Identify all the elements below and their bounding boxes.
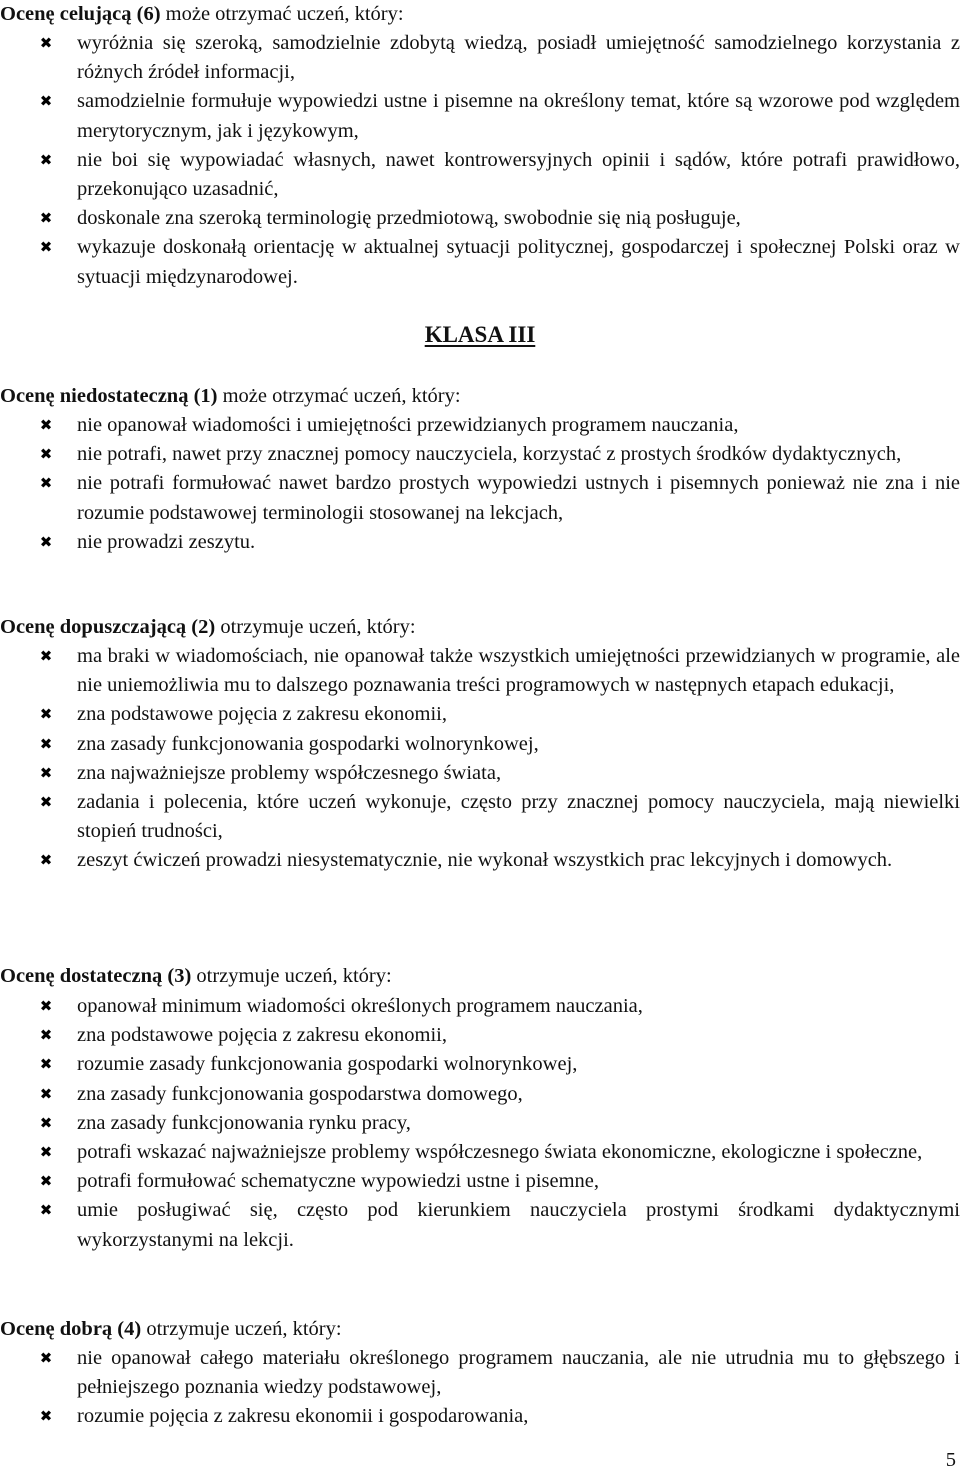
x-mark-icon: ✖ — [39, 1407, 53, 1426]
x-mark-icon: ✖ — [39, 792, 53, 811]
list-item: ✖ nie potrafi, nawet przy znacznej pomocy nauczyciela, korzystać z prostych środków dydaktycznych, — [0, 440, 960, 469]
list-item: ✖ wyróżnia się szeroką, samodzielnie zdobytą wiedzą, posiadł umiejętność samodzielnego korzystania z różnych źródeł informacji, — [0, 29, 960, 87]
grade-name: Ocenę celującą (6) — [0, 3, 161, 25]
criteria-list-dopuszczajaca — [0, 642, 960, 876]
list-item: ✖ rozumie zasady funkcjonowania gospodarki wolnorynkowej, — [0, 1050, 960, 1079]
x-mark-icon: ✖ — [39, 33, 53, 52]
x-mark-icon: ✖ — [39, 92, 53, 111]
list-item: ✖ potrafi formułować schematyczne wypowiedzi ustne i pisemne, — [0, 1167, 960, 1196]
x-mark-icon: ✖ — [39, 763, 53, 782]
x-mark-icon: ✖ — [39, 415, 53, 434]
list-item: ✖ zna zasady funkcjonowania gospodarki wolnorynkowej, — [0, 730, 960, 759]
list-item: ✖ potrafi wskazać najważniejsze problemy współczesnego świata ekonomiczne, ekologiczne i społeczne, — [0, 1138, 960, 1167]
grade-name: Ocenę dostateczną (3) — [0, 965, 192, 987]
list-item: ✖ zna podstawowe pojęcia z zakresu ekonomii, — [0, 700, 960, 729]
list-item: ✖ wykazuje doskonałą orientację w aktualnej sytuacji politycznej, gospodarczej i społecznej Polski oraz w sytuacji międzynarodowej. — [0, 233, 960, 291]
x-mark-icon: ✖ — [39, 1055, 53, 1074]
x-mark-icon: ✖ — [39, 1142, 53, 1161]
x-mark-icon: ✖ — [39, 1113, 53, 1132]
grade-name: Ocenę niedostateczną (1) — [0, 385, 218, 407]
list-item: ✖ nie opanował całego materiału określonego programem nauczania, ale nie utrudnia mu to głębszego i pełniejszego poznania wiedzy podstawowej, — [0, 1344, 960, 1402]
grade-intro-text: może otrzymać uczeń, który: — [160, 3, 404, 25]
list-item: ✖ zadania i polecenia, które uczeń wykonuje, często przy znacznej pomocy nauczyciela, mają niewielki stopień trudności, — [0, 788, 960, 846]
x-mark-icon: ✖ — [39, 1348, 53, 1367]
list-item: ✖ zeszyt ćwiczeń prowadzi niesystematycznie, nie wykonał wszystkich prac lekcyjnych i domowych. — [0, 846, 960, 875]
list-item: ✖ nie boi się wypowiadać własnych, nawet kontrowersyjnych opinii i sądów, które potrafi prawidłowo, przekonująco uzasadnić, — [0, 146, 960, 204]
x-mark-icon: ✖ — [39, 1172, 53, 1191]
grade-intro-text: otrzymuje uczeń, który: — [191, 965, 392, 987]
list-item: ✖ nie opanował wiadomości i umiejętności przewidzianych programem nauczania, — [0, 411, 960, 440]
page-number: 5 — [945, 1449, 956, 1471]
list-item: ✖ zna najważniejsze problemy współczesnego świata, — [0, 759, 960, 788]
grade-intro-dopuszczajaca — [0, 613, 960, 642]
x-mark-icon: ✖ — [39, 209, 53, 228]
list-item: ✖ opanował minimum wiadomości określonych programem nauczania, — [0, 992, 960, 1021]
x-mark-icon: ✖ — [39, 851, 53, 870]
grade-intro-text: otrzymuje uczeń, który: — [215, 616, 416, 638]
x-mark-icon: ✖ — [39, 646, 53, 665]
x-mark-icon: ✖ — [39, 474, 53, 493]
criteria-list-celujaca — [0, 29, 960, 292]
grade-name: Ocenę dopuszczającą (2) — [0, 616, 216, 638]
criteria-list-dobra — [0, 1344, 960, 1432]
x-mark-icon: ✖ — [39, 1084, 53, 1103]
list-item: ✖ nie prowadzi zeszytu. — [0, 528, 960, 557]
class-heading: KLASA III — [424, 322, 536, 347]
list-item: ✖ zna podstawowe pojęcia z zakresu ekonomii, — [0, 1021, 960, 1050]
list-item: ✖ rozumie pojęcia z zakresu ekonomii i gospodarowania, — [0, 1402, 960, 1431]
x-mark-icon: ✖ — [39, 238, 53, 257]
grade-intro-text: może otrzymać uczeń, który: — [217, 385, 461, 407]
list-item: ✖ samodzielnie formułuje wypowiedzi ustne i pisemne na określony temat, które są wzorowe pod względem merytorycznym, jak i językowym, — [0, 87, 960, 145]
list-item: ✖ zna zasady funkcjonowania rynku pracy, — [0, 1109, 960, 1138]
list-item: ✖ zna zasady funkcjonowania gospodarstwa domowego, — [0, 1080, 960, 1109]
x-mark-icon: ✖ — [39, 996, 53, 1015]
grade-intro-celujaca — [0, 0, 960, 29]
grade-intro-text: otrzymuje uczeń, który: — [141, 1318, 342, 1340]
x-mark-icon: ✖ — [39, 532, 53, 551]
x-mark-icon: ✖ — [39, 734, 53, 753]
grade-intro-niedostateczna — [0, 382, 960, 411]
grade-intro-dobra — [0, 1315, 960, 1344]
list-item: ✖ doskonale zna szeroką terminologię przedmiotową, swobodnie się nią posługuje, — [0, 204, 960, 233]
x-mark-icon: ✖ — [39, 445, 53, 464]
criteria-list-niedostateczna — [0, 411, 960, 557]
grade-name: Ocenę dobrą (4) — [0, 1318, 142, 1340]
grade-intro-dostateczna — [0, 962, 960, 991]
x-mark-icon: ✖ — [39, 705, 53, 724]
x-mark-icon: ✖ — [39, 1026, 53, 1045]
list-item: ✖ ma braki w wiadomościach, nie opanował także wszystkich umiejętności przewidzianych w programie, ale nie uniemożliwia mu to dalszego poznawania treści programowych w następnych etapach edukacji, — [0, 642, 960, 700]
x-mark-icon: ✖ — [39, 150, 53, 169]
x-mark-icon: ✖ — [39, 1201, 53, 1220]
list-item: ✖ nie potrafi formułować nawet bardzo prostych wypowiedzi ustnych i pisemnych ponieważ nie zna i nie rozumie podstawowej terminologii stosowanej na lekcjach, — [0, 469, 960, 527]
criteria-list-dostateczna — [0, 992, 960, 1255]
list-item: ✖ umie posługiwać się, często pod kierunkiem nauczyciela prostymi środkami dydaktycznymi wykorzystanymi na lekcji. — [0, 1196, 960, 1254]
